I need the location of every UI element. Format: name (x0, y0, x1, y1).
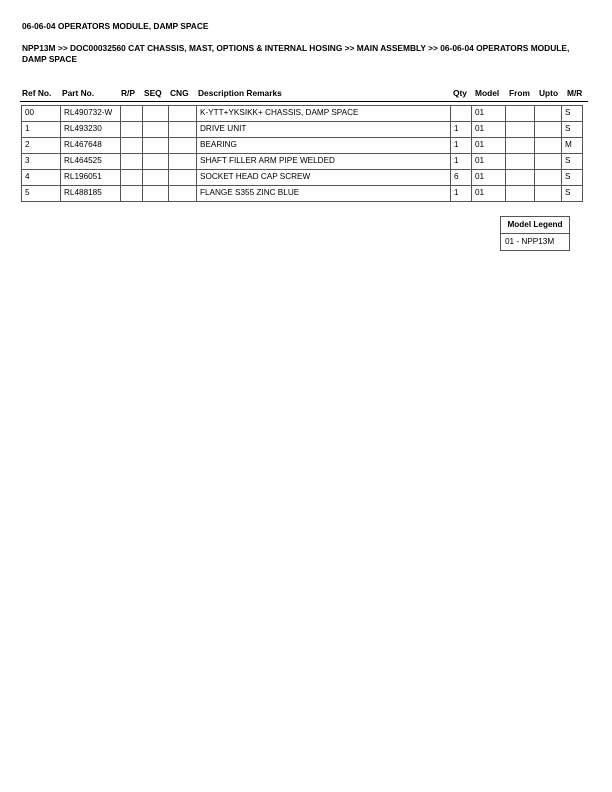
table-row (22, 170, 583, 186)
cell-upto (535, 186, 562, 202)
cell-qty (451, 106, 472, 122)
cell-desc: K-YTT+YKSIKK+ CHASSIS, DAMP SPACE (197, 106, 451, 122)
col-header-from: From (509, 88, 530, 98)
cell-seq (143, 170, 169, 186)
legend-title: Model Legend (501, 217, 570, 234)
cell-upto (535, 106, 562, 122)
cell-rp (121, 106, 143, 122)
col-header-cng: CNG (170, 88, 189, 98)
cell-cng (169, 106, 197, 122)
cell-part: RL490732-W (61, 106, 121, 122)
cell-cng (169, 122, 197, 138)
cell-upto (535, 154, 562, 170)
col-header-seq: SEQ (144, 88, 162, 98)
cell-qty: 1 (451, 154, 472, 170)
cell-model: 01 (472, 138, 506, 154)
cell-from (506, 154, 535, 170)
cell-cng (169, 170, 197, 186)
cell-from (506, 186, 535, 202)
cell-model: 01 (472, 154, 506, 170)
col-header-part: Part No. (62, 88, 95, 98)
cell-upto (535, 170, 562, 186)
cell-desc: DRIVE UNIT (197, 122, 451, 138)
col-header-desc: Description Remarks (198, 88, 282, 98)
cell-model: 01 (472, 122, 506, 138)
cell-seq (143, 106, 169, 122)
cell-from (506, 170, 535, 186)
cell-rp (121, 154, 143, 170)
page-title: 06-06-04 OPERATORS MODULE, DAMP SPACE (22, 21, 209, 31)
cell-model: 01 (472, 170, 506, 186)
breadcrumb: NPP13M >> DOC00032560 CAT CHASSIS, MAST, OPTIONS & INTERNAL HOSING >> MAIN ASSEMBLY >> 06-06-04 OPERATORS MODULE, DAMP SPACE (22, 43, 570, 64)
cell-cng (169, 138, 197, 154)
col-header-rp: R/P (121, 88, 135, 98)
cell-seq (143, 154, 169, 170)
col-header-model: Model (475, 88, 500, 98)
parts-table (21, 105, 583, 202)
cell-desc: BEARING (197, 138, 451, 154)
cell-qty: 6 (451, 170, 472, 186)
cell-mr: S (562, 154, 583, 170)
cell-from (506, 106, 535, 122)
col-header-qty: Qty (453, 88, 467, 98)
cell-cng (169, 154, 197, 170)
model-legend (500, 216, 570, 251)
table-header (20, 88, 588, 102)
cell-ref: 2 (22, 138, 61, 154)
cell-mr: S (562, 186, 583, 202)
table-row (22, 186, 583, 202)
cell-ref: 00 (22, 106, 61, 122)
table-row (22, 138, 583, 154)
cell-mr: S (562, 122, 583, 138)
cell-mr: M (562, 138, 583, 154)
table-row (22, 122, 583, 138)
cell-seq (143, 138, 169, 154)
cell-model: 01 (472, 186, 506, 202)
cell-part: RL467648 (61, 138, 121, 154)
cell-ref: 1 (22, 122, 61, 138)
cell-part: RL464525 (61, 154, 121, 170)
cell-ref: 3 (22, 154, 61, 170)
cell-qty: 1 (451, 138, 472, 154)
table-row (22, 154, 583, 170)
cell-upto (535, 138, 562, 154)
cell-rp (121, 138, 143, 154)
cell-mr: S (562, 106, 583, 122)
cell-desc: SHAFT FILLER ARM PIPE WELDED (197, 154, 451, 170)
cell-rp (121, 186, 143, 202)
table-row (22, 106, 583, 122)
cell-part: RL488185 (61, 186, 121, 202)
cell-seq (143, 186, 169, 202)
cell-cng (169, 186, 197, 202)
cell-part: RL196051 (61, 170, 121, 186)
cell-rp (121, 122, 143, 138)
cell-ref: 5 (22, 186, 61, 202)
cell-desc: SOCKET HEAD CAP SCREW (197, 170, 451, 186)
cell-ref: 4 (22, 170, 61, 186)
cell-mr: S (562, 170, 583, 186)
col-header-ref: Ref No. (22, 88, 52, 98)
col-header-upto: Upto (539, 88, 559, 98)
cell-desc: FLANGE S355 ZINC BLUE (197, 186, 451, 202)
cell-qty: 1 (451, 186, 472, 202)
cell-seq (143, 122, 169, 138)
cell-upto (535, 122, 562, 138)
cell-part: RL493230 (61, 122, 121, 138)
cell-model: 01 (472, 106, 506, 122)
cell-from (506, 122, 535, 138)
cell-from (506, 138, 535, 154)
cell-rp (121, 170, 143, 186)
col-header-mr: M/R (567, 88, 583, 98)
cell-qty: 1 (451, 122, 472, 138)
header-rule (20, 101, 588, 102)
legend-item: 01 - NPP13M (501, 234, 570, 251)
